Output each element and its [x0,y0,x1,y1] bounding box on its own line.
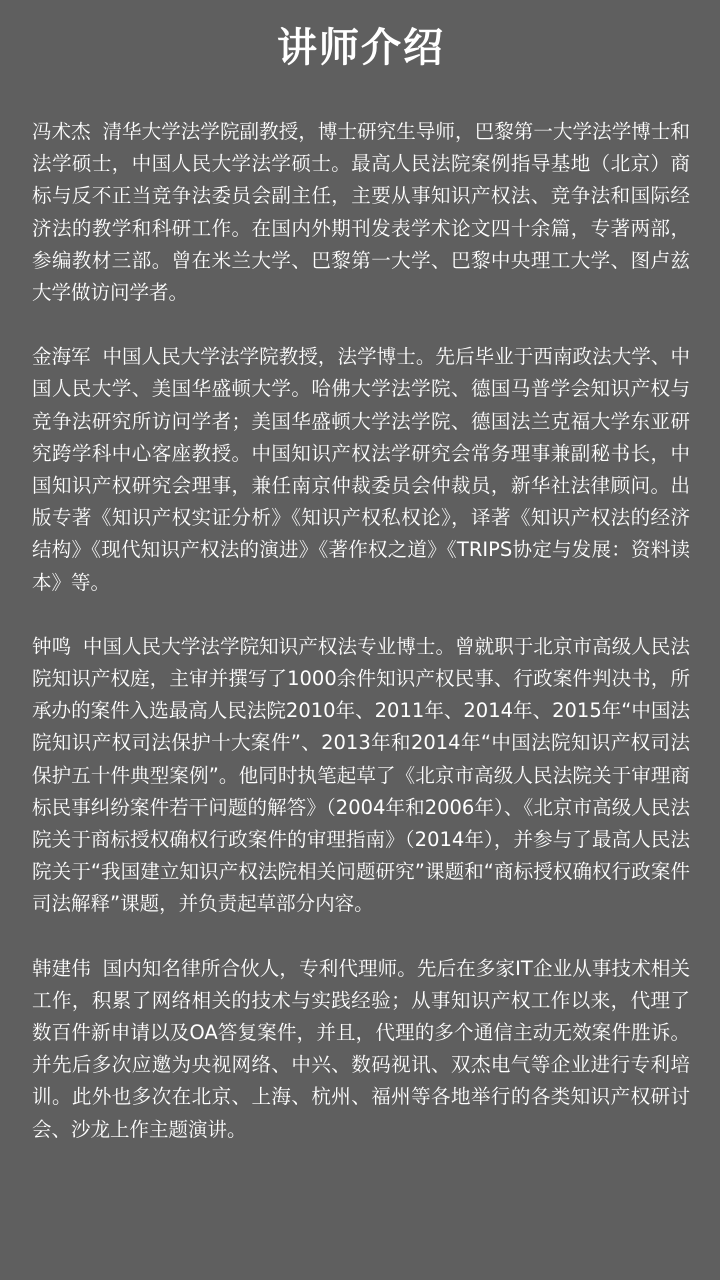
lecturer-description: 国内知名律所合伙人，专利代理师。先后在多家IT企业从事技术相关工作，积累了网络相关的技术与实践经验；从事知识产权工作以来，代理了数百件新申请以及OA答复案件，并且，代理的多个通信主动无效案件胜诉。并先后多次应邀为央视网络、中兴、数码视讯、双杰电气等企业进行专利培训。此外也多次在北京、上海、杭州、福州等各地举行的各类知识产权研讨会、沙龙上作主题演讲。 [32,956,690,1141]
lecturer-description: 清华大学法学院副教授，博士研究生导师，巴黎第一大学法学博士和法学硕士，中国人民大学法学硕士。最高人民法院案例指导基地（北京）商标与反不正当竞争法委员会副主任，主要从事知识产权法、竞争法和国际经济法的教学和科研工作。在国内外期刊发表学术论文四十余篇，专著两部，参编教材三部。曾在米兰大学、巴黎第一大学、巴黎中央理工大学、图卢兹大学做访问学者。 [32,120,690,305]
lecturer-bio-han [32,953,690,1146]
lecturer-name: 韩建伟 [32,956,91,980]
page-title: 讲师介绍 [277,25,445,71]
lecturer-name: 金海军 [32,345,91,369]
lecturer-description: 中国人民大学法学院教授，法学博士。先后毕业于西南政法大学、中国人民大学、美国华盛顿大学。哈佛大学法学院、德国马普学会知识产权与竞争法研究所访问学者；美国华盛顿大学法学院、德国法兰克福大学东亚研究跨学科中心客座教授。中国知识产权法学研究会常务理事兼副秘书长，中国知识产权研究会理事，兼任南京仲裁委员会仲裁员，新华社法律顾问。出版专著《知识产权实证分析》《知识产权私权论》，译著《知识产权法的经济结构》《现代知识产权法的演进》《著作权之道》《TRIPS协定与发展：资料读本》等。 [32,345,690,594]
lecturer-bio-jin [32,341,690,599]
lecturer-description: 中国人民大学法学院知识产权法专业博士。曾就职于北京市高级人民法院知识产权庭，主审并撰写了1000余件知识产权民事、行政案件判决书，所承办的案件入选最高人民法院2010年、2011年、2014年、2015年“中国法院知识产权司法保护十大案件”、2013年和2014年“中国法院知识产权司法保护五十件典型案例”。他同时执笔起草了《北京市高级人民法院关于审理商标民事纠纷案件若干问题的解答》（2004年和2006年）、《北京市高级人民法院关于商标授权确权行政案件的审理指南》（2014年），并参与了最高人民法院关于“我国建立知识产权法院相关问题研究”课题和“商标授权确权行政案件司法解释”课题，并负责起草部分内容。 [32,634,690,916]
lecturer-name: 钟鸣 [32,634,72,658]
lecturer-bio-feng [32,116,690,309]
lecturer-bio-zhong [32,631,690,921]
lecturer-name: 冯术杰 [32,120,91,143]
